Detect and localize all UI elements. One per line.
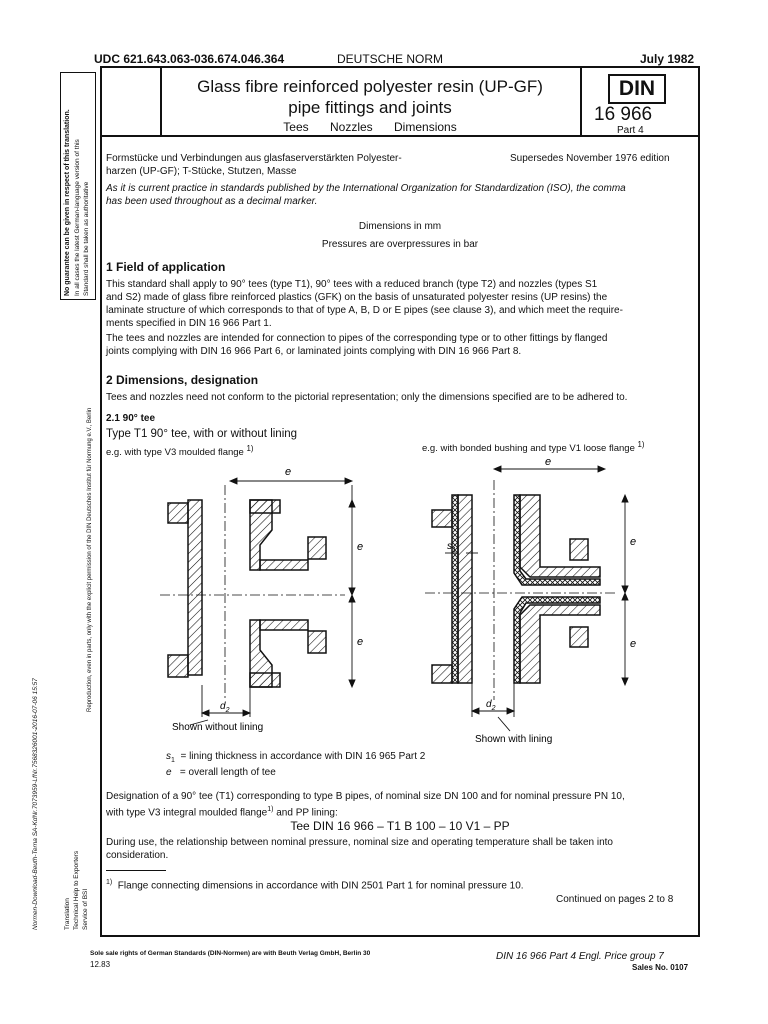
left-dim-e-top: e xyxy=(285,466,292,478)
designation-text: Designation of a 90° tee (T1) corresponding to type B pipes, of nominal size DN 100 and for nominal pressure PN 10, with type V3 integral moulded flange$^{1)}$ and PP lining: xyxy=(106,791,625,819)
type-t1-heading: Type T1 90° tee, with or without lining xyxy=(106,428,298,440)
warning-line3: Standard shall be taken as authoritative xyxy=(83,181,90,296)
subject-dimensions: Dimensions xyxy=(394,120,457,134)
standard-number: 16 966 xyxy=(594,104,653,125)
warning-line1: No guarantee can be given in respect of this translation. xyxy=(64,109,71,296)
title-subjects xyxy=(160,120,580,134)
designation-formula: Tee DIN 16 966 – T1 B 100 – 10 V1 – PP xyxy=(290,819,510,833)
left-dim-e-lower: e xyxy=(357,636,364,648)
iso-note: As it is current practice in standards published by the International Organization for Standardization (ISO), the comma has been used throughout as a decimal marker. xyxy=(106,183,626,207)
title-line2: pipe fittings and joints xyxy=(288,98,452,117)
left-dim-d2: $d_2$ xyxy=(220,701,230,714)
supersedes-note: Supersedes November 1976 edition xyxy=(510,153,670,164)
footnote: $^{1)}$ Flange connecting dimensions in accordance with DIN 2501 Part 1 for nominal pressure 10. xyxy=(106,879,524,892)
section1-paragraph2: The tees and nozzles are intended for connection to pipes of the corresponding type or to other fittings by flanged joints complying with DIN 16 966 Part 6, or laminated joints complying with DIN 16 966 Part 8. xyxy=(106,333,608,357)
section1-paragraph1: This standard shall apply to 90° tees (type T1), 90° tees with a reduced branch (type T2) and nozzles (types S1 and S2) made of glass fibre reinforced plastics (GFK) on the basis of unsaturated polyester resins (UP resins) the laminate structure of which corresponds to that of type A, B, D or E pipes (see clause 3), and which meet the require- ments specified in DIN 16 966 Part 1. xyxy=(106,279,623,329)
section1-heading: 1 Field of application xyxy=(106,260,226,274)
section2-paragraph: Tees and nozzles need not conform to the pictorial representation; only the dimensions specified are to be adhered to. xyxy=(106,392,628,403)
right-figure-label: Shown with lining xyxy=(475,734,553,745)
right-dim-d2: $d_2$ xyxy=(486,699,496,712)
standard-part: Part 4 xyxy=(617,125,644,136)
issue-date: July 1982 xyxy=(640,52,695,66)
udc-code: UDC 621.643.063-036.674.046.364 xyxy=(94,52,285,66)
continued-note: Continued on pages 2 to 8 xyxy=(556,894,674,905)
translation-line1: Translation xyxy=(64,898,71,930)
reproduction-note: Reproduction, even in parts, only with the explicit permission of the DIN Deutsches Institut für Normung e.V., Berlin xyxy=(87,407,93,712)
title-bottom-rule xyxy=(100,135,700,137)
translation-line3: Service of BSI xyxy=(82,888,89,930)
title-right-rule xyxy=(580,66,582,136)
sole-rights-note: Sole sale rights of German Standards (DIN-Normen) are with Beuth Verlag GmbH, Berlin 30 xyxy=(90,950,371,957)
use-note: During use, the relationship between nominal pressure, nominal size and operating temperature shall be taken into consideration. xyxy=(106,837,613,861)
footnote-rule xyxy=(106,870,166,871)
left-figure-caption: e.g. with type V3 moulded flange $^{1)}$ xyxy=(106,444,254,459)
din-logo: DIN xyxy=(608,74,666,104)
footer-date: 12.83 xyxy=(90,960,111,969)
tee-drawings xyxy=(100,455,700,755)
right-dim-e-top: e xyxy=(545,456,552,468)
right-dim-e-lower: e xyxy=(630,638,637,650)
footer-reference: DIN 16 966 Part 4 Engl. Price group 7 xyxy=(496,951,664,962)
deutsche-norm: DEUTSCHE NORM xyxy=(337,52,444,66)
subject-nozzles: Nozzles xyxy=(329,120,373,134)
translation-line2: Technical Help to Exporters xyxy=(73,850,80,930)
left-dim-e-upper: e xyxy=(357,541,364,553)
right-figure-caption: e.g. with bonded bushing and type V1 loose flange $^{1)}$ xyxy=(422,440,645,455)
dimensions-note: Dimensions in mm xyxy=(358,221,442,232)
pressure-note: Pressures are overpressures in bar xyxy=(321,239,479,250)
footer-rule xyxy=(100,935,700,937)
subsection-2-1-heading: 2.1 90° tee xyxy=(106,413,156,424)
warning-line2: In all cases the latest German-language version of this xyxy=(74,139,81,296)
tee-with-lining-drawing xyxy=(432,495,600,683)
legend-e: e = overall length of tee xyxy=(166,767,276,778)
title-line1: Glass fibre reinforced polyester resin (UP-GF) xyxy=(197,77,543,96)
legend-s1: $s_1$ = lining thickness in accordance with DIN 16 965 Part 2 xyxy=(166,751,426,764)
german-title: Formstücke und Verbindungen aus glasfaserverstärkten Polyester- harzen (UP-GF); T-Stücke, Stutzen, Masse xyxy=(106,153,402,177)
download-stamp: Normen-Download-Beuth-Terna SA-KdNr.7073959-LfNr.7568326001-2016-07-06 15:57 xyxy=(32,678,39,930)
left-figure-label: Shown without lining xyxy=(172,722,264,733)
tee-without-lining-drawing xyxy=(168,500,326,687)
header-rule xyxy=(100,66,700,68)
section2-heading: 2 Dimensions, designation xyxy=(106,373,259,387)
right-dim-s1: $s_1$ xyxy=(447,541,456,554)
right-dim-e-upper: e xyxy=(630,536,637,548)
sales-number: Sales No. 0107 xyxy=(632,963,689,972)
subject-tees: Tees xyxy=(283,120,309,134)
